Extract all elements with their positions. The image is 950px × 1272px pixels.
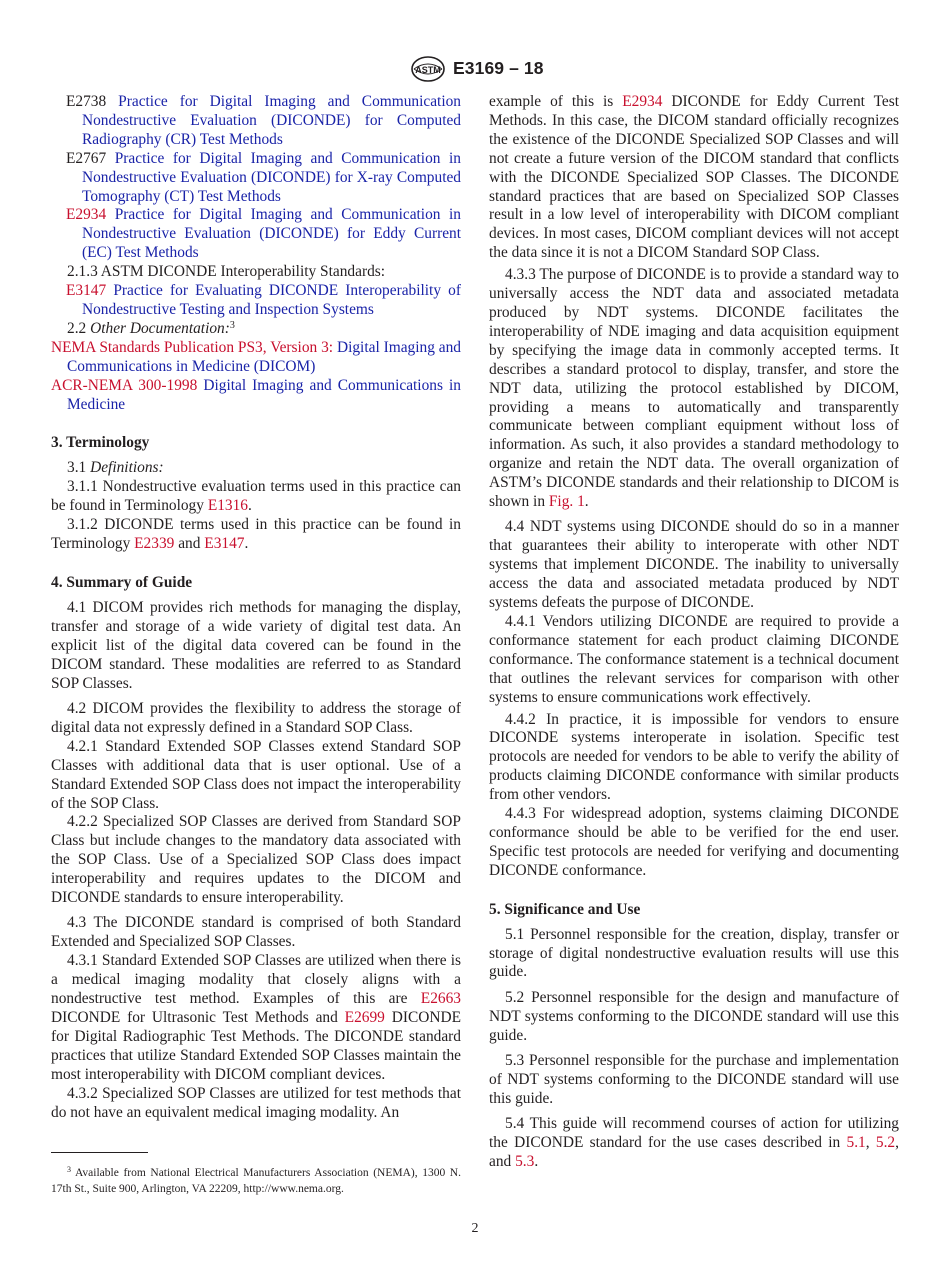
page-number: 2 bbox=[471, 1221, 479, 1236]
section-link[interactable]: 5.3 bbox=[515, 1153, 535, 1171]
footnote bbox=[51, 1162, 461, 1197]
reference-title-link[interactable]: Practice for Digital Imaging and Communication in Nondestructive Evaluation (DICONDE) for Eddy Current (EC) Test Methods bbox=[82, 206, 461, 262]
reference-code-link[interactable]: E2934 bbox=[66, 206, 107, 224]
paragraph: 4.4 NDT systems using DICONDE should do so in a manner that guarantees their ability to interoperate with other NDT systems that implement DICONDE. The inability to universally access the data and associated metadata produced by NDT systems defeats the purpose of DICONDE. bbox=[489, 518, 899, 612]
reference-item bbox=[51, 377, 461, 415]
paragraph: 4.2.2 Specialized SOP Classes are derived from Standard SOP Class but include changes to the mandatory data associated with the SOP Class. Use of a Specialized SOP Class does impact interoperability and requires updates to the DICOM and DICONDE standards to ensure interoperability. bbox=[51, 813, 461, 907]
paragraph: 5.1 Personnel responsible for the creation, display, transfer or storage of digital nondestructive evaluation results will use this guide. bbox=[489, 925, 899, 981]
subsection-number: 2.2 bbox=[67, 319, 87, 337]
standard-link[interactable]: E1316 bbox=[207, 497, 248, 515]
reference-item bbox=[51, 282, 461, 320]
paragraph: 4.1 DICOM provides rich methods for managing the display, transfer and storage of a wide variety of digital test data. An explicit list of the digital data covered can be found in the DICOM standard. These modalities are referred to as Standard SOP Classes. bbox=[51, 598, 461, 692]
paragraph-text: and bbox=[489, 1153, 512, 1171]
paragraph-text: DICONDE for Eddy Current Test Methods. In this case, the DICOM standard officially recognizes the existence of the DICONDE Specialized SOP Classes and will not create a future version of the DICOM standard that conflicts with the DICONDE Specialized SOP Classes. The DICONDE standard practices that are based on Specialized SOP Classes result in a low level of interoperability with DICOM compliant devices. In most cases, DICOM compliant devices will not accept the data since it is not a DICOM Standard SOP Class. bbox=[489, 93, 900, 262]
paragraph: 5.2 Personnel responsible for the design and manufacture of NDT systems conforming to the DICONDE standard will use this guide. bbox=[489, 988, 899, 1044]
paragraph-text: and bbox=[178, 535, 201, 553]
reference-code-link[interactable]: ACR-NEMA 300-1998 bbox=[51, 376, 198, 394]
paragraph: 4.4.3 For widespread adoption, systems claiming DICONDE conformance should be able to be verified for the end user. Specific test protocols are needed for verifying and documenting DICONDE conformance. bbox=[489, 805, 899, 879]
paragraph: 4.3.3 The purpose of DICONDE is to provide a standard way to universally access the NDT data and associated metadata produced by NDT systems. DICONDE facilitates the interoperability of NDE imaging and data acquisition equipment by specifying the image data in commonly accepted terms. It describes a standard protocol to display, transfer, and store the NDT data, utilizing the protocol established by DICOM, providing a means to automatically and transparently communicate between compliant equipment without loss of information. As such, it also provides a standard methodology to organize and retain the NDT data. The overall organization of ASTM’s DICONDE standards and their relationship to DICOM is shown in Fig. 1. bbox=[489, 266, 899, 511]
paragraph: 4.3 The DICONDE standard is comprised of both Standard Extended and Specialized SOP Classes. bbox=[51, 914, 461, 951]
reference-code: E2738 bbox=[66, 93, 107, 110]
subsection-heading bbox=[51, 320, 461, 339]
paragraph-text: 3.1.1 Nondestructive evaluation terms used in this practice can be found in Terminology bbox=[51, 478, 461, 515]
reference-title-link[interactable]: Practice for Evaluating DICONDE Interoperability of Nondestructive Testing and Inspection Systems bbox=[82, 282, 461, 318]
paragraph: 4.3.2 Specialized SOP Classes are utilized for test methods that do not have an equivalent medical imaging modality. An bbox=[51, 1084, 461, 1121]
reference-title-link[interactable]: Practice for Digital Imaging and Communication in Nondestructive Evaluation (DICONDE) for X-ray Computed Tomography (CT) Test Methods bbox=[82, 149, 461, 205]
right-column bbox=[489, 93, 899, 1172]
reference-code-link[interactable]: NEMA Standards Publication PS3, Version 3: bbox=[51, 338, 334, 356]
logo-text: ASTM bbox=[415, 65, 441, 75]
paragraph: 4.4.2 In practice, it is impossible for vendors to ensure DICONDE systems interoperate in isolation. Specific test protocols are needed for vendors to be able to verify the ability of products claiming DICONDE conformance with similar products from other vendors. bbox=[489, 710, 899, 804]
paragraph-text: DICONDE for Ultrasonic Test Methods and bbox=[51, 1008, 338, 1026]
subsection-heading: 2.1.3 ASTM DICONDE Interoperability Standards: bbox=[67, 263, 386, 281]
reference-item bbox=[51, 150, 461, 207]
standard-link[interactable]: E2934 bbox=[622, 93, 663, 110]
reference-item bbox=[51, 93, 461, 150]
figure-link[interactable]: Fig. 1 bbox=[548, 493, 585, 511]
paragraph: 4.2.1 Standard Extended SOP Classes extend Standard SOP Classes with additional data that is user optional. Use of a Standard Extended SOP Class does not impact the interoperability of the SOP Class. bbox=[51, 737, 461, 812]
reference-code-link[interactable]: E3147 bbox=[66, 282, 107, 300]
paragraph-text: 4.3.3 The purpose of DICONDE is to provide a standard way to universally access the NDT data and associated metadata produced by NDT systems. DICONDE facilitates the interoperability of NDE imaging and data acquisition equipment by specifying the image data in commonly accepted terms. It describes a standard protocol to display, transfer, and store the NDT data, utilizing the protocol established by DICOM, providing a means to automatically and transparently communicate between compliant equipment without loss of information. As such, it also provides a standard methodology to organize and retain the NDT data. The overall organization of ASTM’s DICONDE standards and their relationship to DICOM is shown in bbox=[489, 266, 899, 511]
reference-title-link[interactable]: Digital Imaging and Communications in Medicine (DICOM) bbox=[67, 338, 461, 375]
subsection-number: 3.1 bbox=[67, 459, 87, 477]
paragraph: 3.1.2 DICONDE terms used in this practice can be found in Terminology E2339 and E3147. bbox=[51, 516, 461, 553]
reference-title-link[interactable]: Practice for Digital Imaging and Communication Nondestructive Evaluation (DICONDE) for Computed Radiography (CR) Test Methods bbox=[82, 93, 461, 148]
footnote-divider bbox=[51, 1152, 148, 1153]
paragraph-text: example of this is bbox=[489, 93, 614, 110]
reference-item bbox=[51, 339, 461, 377]
paragraph bbox=[51, 952, 461, 1084]
reference-code: E2767 bbox=[66, 149, 107, 167]
astm-logo-icon bbox=[410, 56, 446, 82]
subsection-heading bbox=[51, 459, 461, 478]
reference-title-link[interactable]: Digital Imaging and Communications in Medicine bbox=[67, 376, 461, 413]
standard-link[interactable]: E2339 bbox=[134, 535, 175, 553]
section-heading: 3. Terminology bbox=[51, 434, 150, 452]
footnote-text: Available from National Electrical Manufacturers Association (NEMA), 1300 N. 17th St., Suite 900, Arlington, VA 22209, http://www.nema.org. bbox=[51, 1167, 461, 1195]
paragraph: 4.4.1 Vendors utilizing DICONDE are required to provide a conformance statement for each product claiming DICONDE conformance. The conformance statement is a technical document that outlines the relevant services for comparison with other systems to ensure communications work effectively. bbox=[489, 612, 899, 706]
section-link[interactable]: 5.2 bbox=[875, 1134, 896, 1152]
footnote-marker[interactable]: 3 bbox=[229, 319, 235, 331]
footnote-mark: 3 bbox=[67, 1165, 71, 1174]
page-header bbox=[0, 56, 950, 82]
reference-item bbox=[51, 206, 461, 263]
paragraph-text: 5.4 This guide will recommend courses of action for utilizing the DICONDE standard for the use cases described in bbox=[489, 1115, 899, 1152]
section-heading: 4. Summary of Guide bbox=[51, 573, 193, 591]
standard-designation: E3169 – 18 bbox=[453, 58, 544, 78]
subsection-title: Other Documentation: bbox=[90, 319, 230, 337]
paragraph-text: 4.3.1 Standard Extended SOP Classes are utilized when there is a medical imaging modality that closely aligns with a nondestructive test method. Examples of this are bbox=[51, 952, 461, 1008]
paragraph-text: 3.1.2 DICONDE terms used in this practice can be found in Terminology bbox=[51, 516, 461, 553]
standard-link[interactable]: E2699 bbox=[344, 1008, 385, 1026]
paragraph: 5.4 This guide will recommend courses of action for utilizing the DICONDE standard for the use cases described in 5.1, 5.2, and 5.3. bbox=[489, 1115, 899, 1171]
section-heading: 5. Significance and Use bbox=[489, 900, 641, 918]
left-column bbox=[51, 93, 461, 1122]
standard-link[interactable]: E2663 bbox=[420, 990, 461, 1008]
paragraph: 3.1.1 Nondestructive evaluation terms used in this practice can be found in Terminology E1316. bbox=[51, 478, 461, 515]
paragraph: 4.2 DICOM provides the flexibility to address the storage of digital data not expressly defined in a Standard SOP Class. bbox=[51, 699, 461, 736]
section-link[interactable]: 5.1 bbox=[846, 1134, 866, 1152]
subsection-title: Definitions: bbox=[90, 459, 164, 477]
paragraph-text: DICONDE for Digital Radiographic Test Methods. The DICONDE standard practices that utilize Standard Extended SOP Classes maintain the most interoperability with DICOM compliant devices. bbox=[51, 1008, 461, 1083]
paragraph bbox=[489, 93, 899, 263]
standard-link[interactable]: E3147 bbox=[204, 535, 245, 553]
paragraph: 5.3 Personnel responsible for the purchase and implementation of NDT systems conforming to the DICONDE standard will use this guide. bbox=[489, 1052, 899, 1107]
